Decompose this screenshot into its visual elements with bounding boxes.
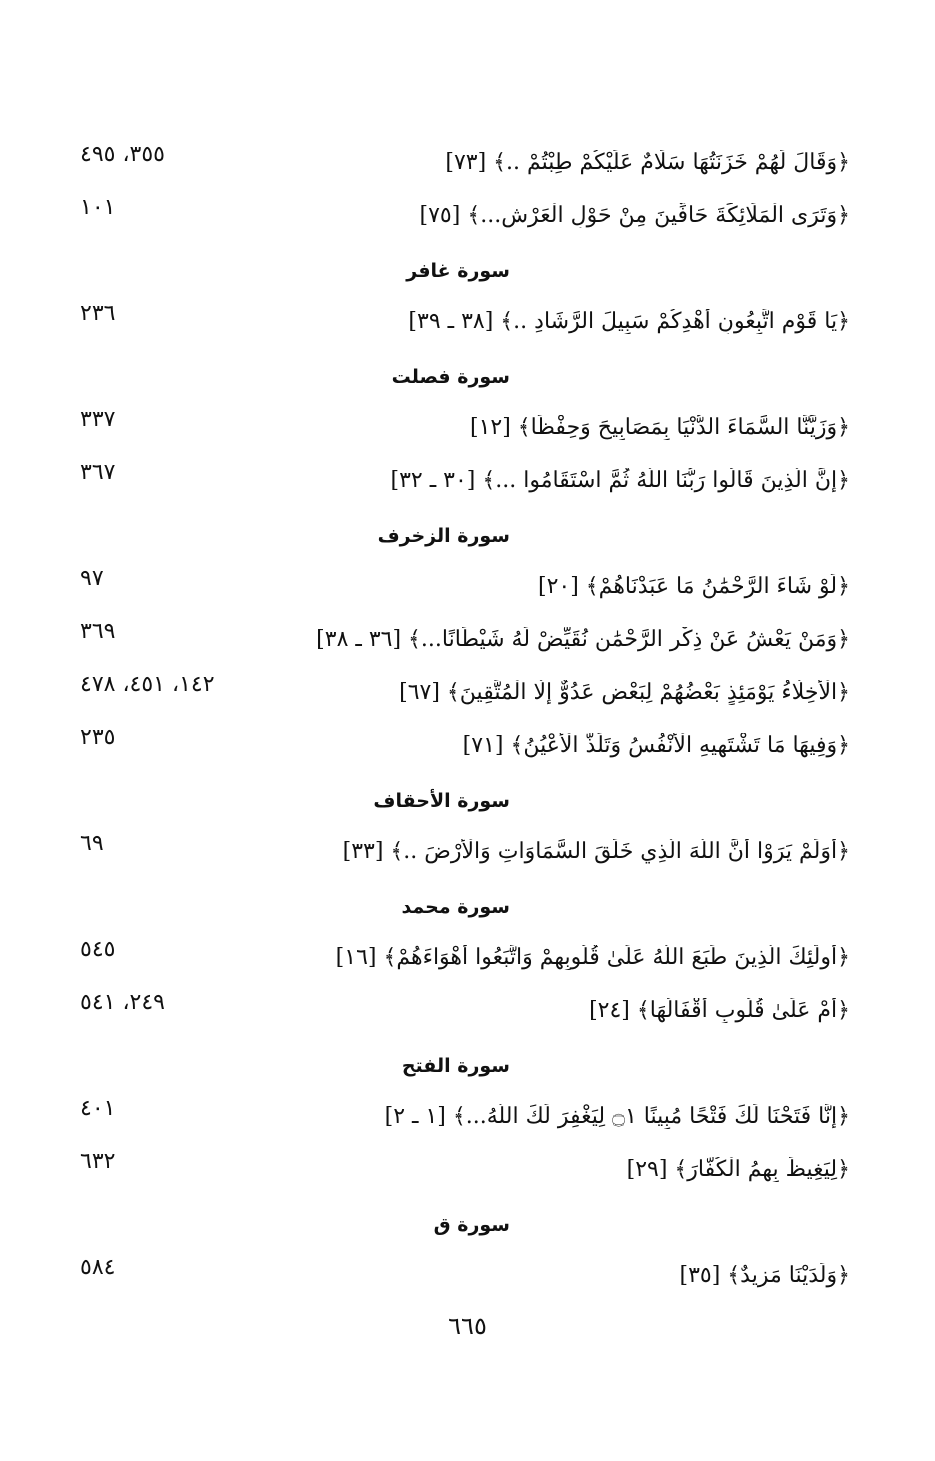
surah-heading xyxy=(80,248,850,301)
page-references: ٥٤٥ xyxy=(80,937,116,962)
verse-text: ﴿الْأَخِلَّاءُ يَوْمَئِذٍ بَعْضُهُمْ لِبَعْضٍ عَدُوٌّ إِلَّا الْمُتَّقِينَ﴾ [٦٧] xyxy=(399,680,850,705)
surah-heading xyxy=(80,354,850,407)
verse-entry xyxy=(80,725,850,778)
page-references: ٣٥٥، ٤٩٥ xyxy=(80,142,165,167)
verse-entry xyxy=(80,1149,850,1202)
surah-title: سورة فصلت xyxy=(391,366,510,388)
page-number: ٦٦٥ xyxy=(448,1312,487,1340)
verse-entry xyxy=(80,619,850,672)
page-references: ١٤٢، ٤٥١، ٤٧٨ xyxy=(80,672,215,697)
verse-text: ﴿وَمَنْ يَعْشُ عَنْ ذِكْرِ الرَّحْمَٰنِ نُقَيِّضْ لَهُ شَيْطَانًا...﴾ [٣٦ ـ ٣٨] xyxy=(316,627,850,652)
page-references: ٢٣٦ xyxy=(80,301,116,326)
verse-text: ﴿وَتَرَى الْمَلَائِكَةَ حَافِّينَ مِنْ حَوْلِ الْعَرْشِ...﴾ [٧٥] xyxy=(419,203,850,228)
verse-entry xyxy=(80,672,850,725)
surah-title: سورة ق xyxy=(433,1214,510,1236)
surah-heading xyxy=(80,778,850,831)
verse-text: ﴿يَا قَوْمِ اتَّبِعُونِ أَهْدِكُمْ سَبِيلَ الرَّشَادِ ..﴾ [٣٨ ـ ٣٩] xyxy=(408,309,850,334)
verse-entry xyxy=(80,1255,850,1308)
page-references: ٣٦٩ xyxy=(80,619,116,644)
verse-entry xyxy=(80,1096,850,1149)
verse-text: ﴿لِيَغِيظَ بِهِمُ الْكُفَّارَ﴾ [٢٩] xyxy=(626,1157,850,1182)
page-references: ١٠١ xyxy=(80,195,116,220)
verse-entry xyxy=(80,831,850,884)
surah-title: سورة الأحقاف xyxy=(373,790,510,812)
page-references: ٣٣٧ xyxy=(80,407,116,432)
verse-text: ﴿وَقَالَ لَهُمْ خَزَنَتُهَا سَلَامٌ عَلَيْكُمْ طِبْتُمْ ..﴾ [٧٣] xyxy=(445,150,850,175)
verse-entry xyxy=(80,990,850,1043)
surah-title: سورة الزخرف xyxy=(377,525,510,547)
page-references: ٣٦٧ xyxy=(80,460,116,485)
verse-index-list xyxy=(80,142,850,1308)
verse-entry xyxy=(80,195,850,248)
page-references: ٢٣٥ xyxy=(80,725,116,750)
verse-text: ﴿أَمْ عَلَىٰ قُلُوبٍ أَقْفَالُهَا﴾ [٢٤] xyxy=(589,998,850,1023)
verse-entry xyxy=(80,407,850,460)
verse-text: ﴿وَزَيَّنَّا السَّمَاءَ الدُّنْيَا بِمَصَابِيحَ وَحِفْظًا﴾ [١٢] xyxy=(469,415,850,440)
verse-text: ﴿إِنَّ الَّذِينَ قَالُوا رَبُّنَا اللَّهُ ثُمَّ اسْتَقَامُوا ...﴾ [٣٠ ـ ٣٢] xyxy=(390,468,850,493)
verse-entry xyxy=(80,301,850,354)
page-references: ٦٩ xyxy=(80,831,104,856)
page-references: ٦٣٢ xyxy=(80,1149,116,1174)
surah-title: سورة محمد xyxy=(401,896,510,918)
page-references: ٢٤٩، ٥٤١ xyxy=(80,990,165,1015)
verse-text: ﴿وَلَدَيْنَا مَزِيدٌ﴾ [٣٥] xyxy=(679,1263,850,1288)
surah-heading xyxy=(80,1043,850,1096)
surah-heading xyxy=(80,884,850,937)
verse-text: ﴿إِنَّا فَتَحْنَا لَكَ فَتْحًا مُبِينًا ۝١ لِيَغْفِرَ لَكَ اللَّهُ...﴾ [١ ـ ٢] xyxy=(384,1104,850,1129)
verse-text: ﴿أُولَٰئِكَ الَّذِينَ طَبَعَ اللَّهُ عَلَىٰ قُلُوبِهِمْ وَاتَّبَعُوا أَهْوَاءَهُمْ﴾ [١٦] xyxy=(335,945,850,970)
verse-text: ﴿أَوَلَمْ يَرَوْا أَنَّ اللَّهَ الَّذِي خَلَقَ السَّمَاوَاتِ وَالْأَرْضَ ..﴾ [٣٣] xyxy=(342,839,850,864)
surah-title: سورة غافر xyxy=(406,260,510,282)
surah-heading xyxy=(80,513,850,566)
verse-text: ﴿وَفِيهَا مَا تَشْتَهِيهِ الْأَنْفُسُ وَتَلَذُّ الْأَعْيُنُ﴾ [٧١] xyxy=(462,733,850,758)
page-references: ٩٧ xyxy=(80,566,104,591)
verse-entry xyxy=(80,142,850,195)
verse-entry xyxy=(80,566,850,619)
verse-entry xyxy=(80,460,850,513)
verse-entry xyxy=(80,937,850,990)
verse-text: ﴿لَوْ شَاءَ الرَّحْمَٰنُ مَا عَبَدْنَاهُمْ﴾ [٢٠] xyxy=(537,574,850,599)
surah-heading xyxy=(80,1202,850,1255)
page-references: ٤٠١ xyxy=(80,1096,116,1121)
page-references: ٥٨٤ xyxy=(80,1255,116,1280)
surah-title: سورة الفتح xyxy=(401,1055,510,1077)
